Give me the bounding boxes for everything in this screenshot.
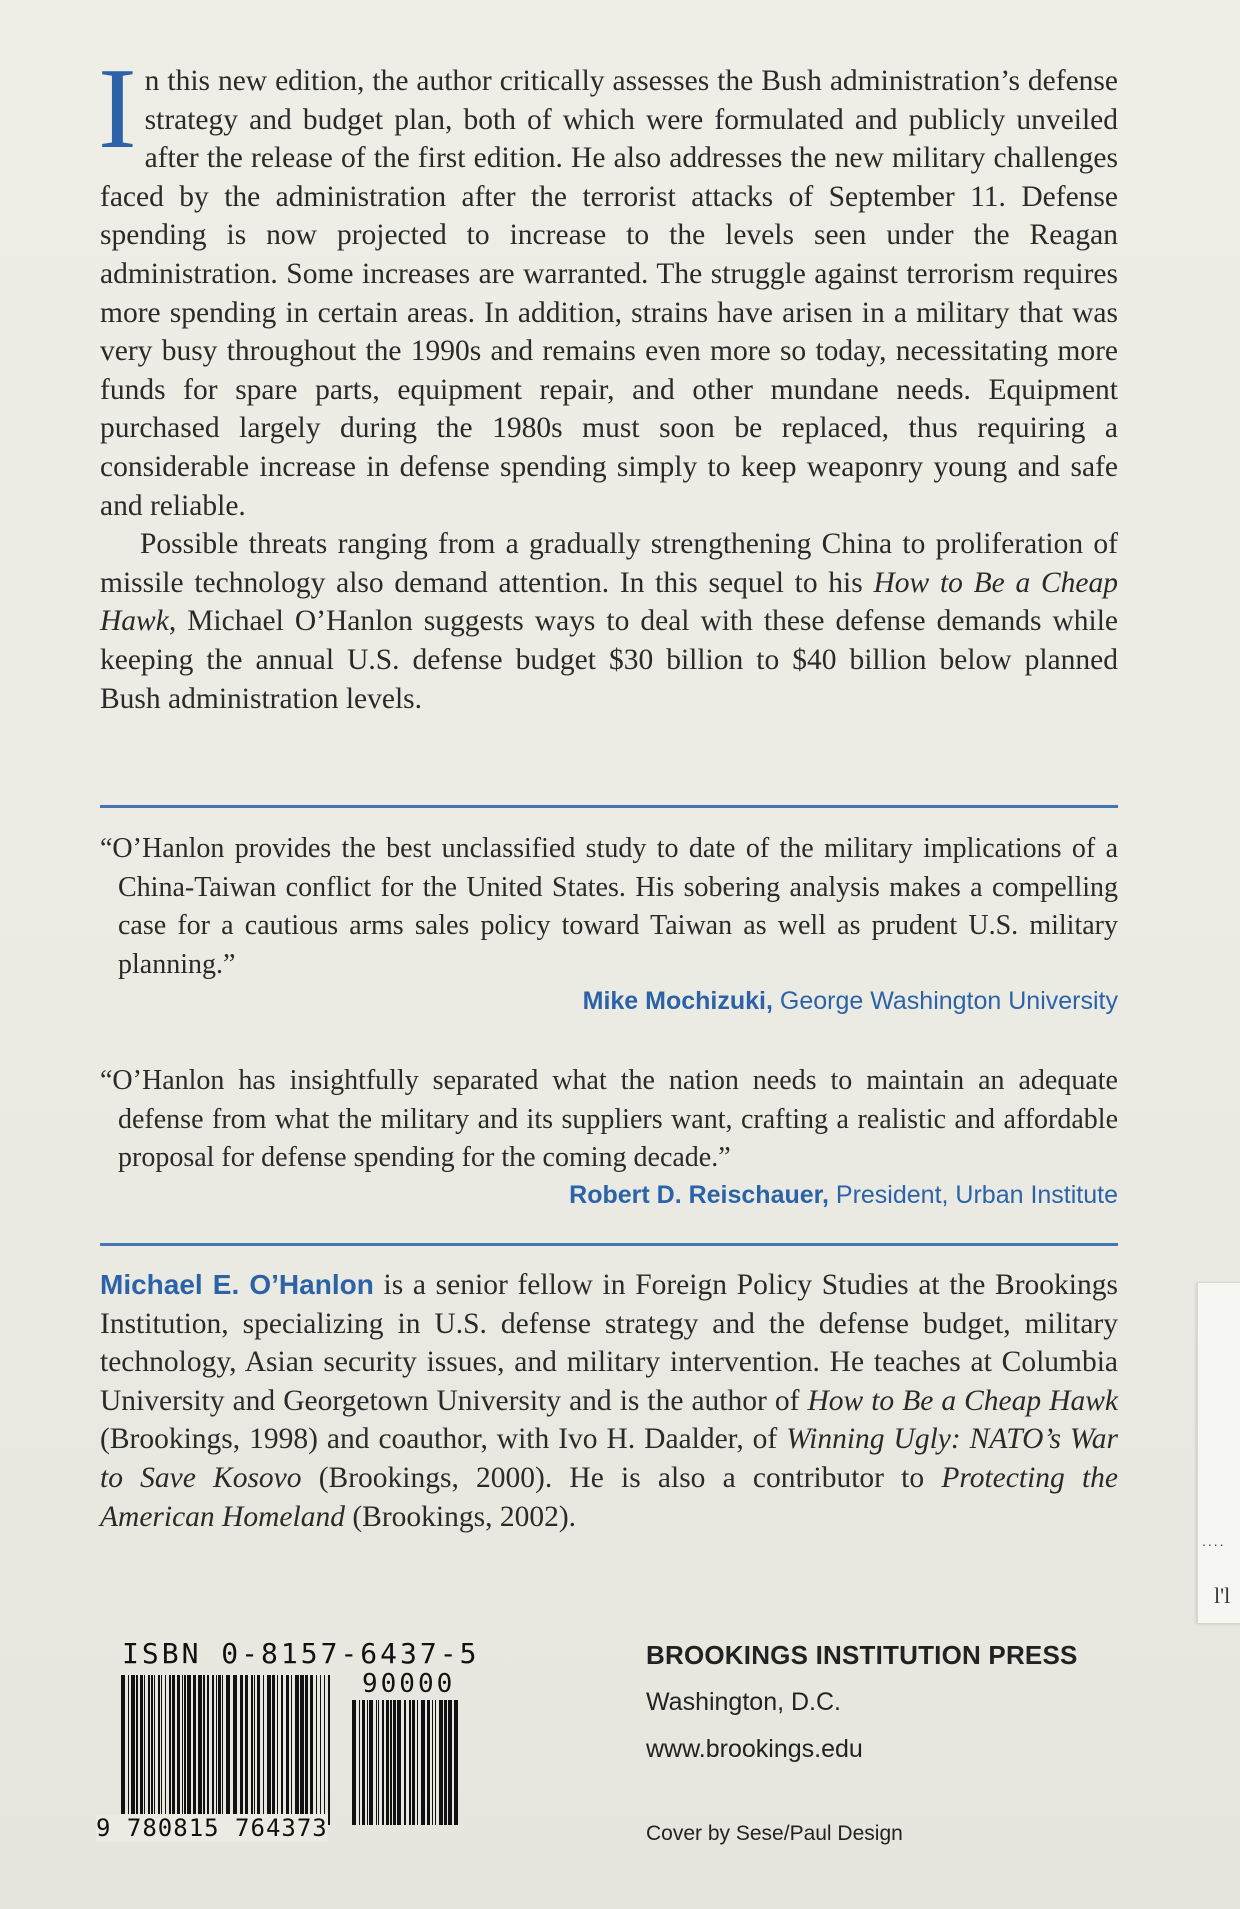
quote-text: “O’Hanlon provides the best unclassified study to date of the military implications of a China-Taiwan conflict for the United States. His sobering analysis makes a compelling case for a cautious arms sales policy toward Taiwan as well as prudent U.S. military planning.” xyxy=(100,833,1118,980)
blurb-paragraph-2 xyxy=(100,525,1118,718)
publisher-city: Washington, D.C. xyxy=(646,1688,841,1716)
divider-rule-top xyxy=(100,805,1118,808)
sticker-dots: .... xyxy=(1202,1533,1226,1549)
bio-book-2: Winning Ugly: NATO’s War to Save Kosovo xyxy=(100,1423,1118,1494)
bio-text-4: (Brookings, 2002). xyxy=(344,1500,577,1533)
price-addon-code: 90000 xyxy=(362,1669,456,1699)
bio-text-3: (Brookings, 2000). He is also a contributor to xyxy=(301,1461,942,1494)
bio-book-1: How to Be a Cheap Hawk xyxy=(807,1384,1118,1417)
blurb-paragraph-2-text-b: , Michael O’Hanlon suggests ways to deal with these defense demands while keeping the annual U.S. defense budget $30 billion to $40 billion below planned Bush administration levels. xyxy=(100,605,1118,715)
endorser-name: Robert D. Reischauer, xyxy=(569,1180,829,1209)
isbn-label: ISBN 0-8157-6437-5 xyxy=(122,1637,480,1670)
bio-text-2: (Brookings, 1998) and coauthor, with Ivo H. Daalder, of xyxy=(100,1423,787,1456)
blurb xyxy=(98,45,1118,718)
endorser-name: Mike Mochizuki, xyxy=(582,987,773,1016)
endorsement-quote xyxy=(100,1062,1118,1212)
endorser-affiliation: George Washington University xyxy=(772,987,1118,1016)
author-name: Michael E. O’Hanlon xyxy=(100,1269,374,1300)
barcode-main-icon xyxy=(121,1675,335,1825)
bio-text-1: is a senior fellow in Foreign Policy Studies at the Brookings Institution, specializing in U.S. defense strategy and the defense budget, military technology, Asian security issues, and military intervention. He teaches at Columbia University and Georgetown University and is the author of xyxy=(100,1269,1118,1417)
cover-credit: Cover by Sese/Paul Design xyxy=(646,1822,903,1845)
publisher-url: www.brookings.edu xyxy=(646,1735,863,1763)
barcode-digits: 9 780815 764373 xyxy=(96,1814,328,1842)
divider-rule-bottom xyxy=(100,1243,1118,1246)
barcode-addon-icon xyxy=(352,1700,462,1825)
blurb-paragraph-1 xyxy=(98,45,1118,525)
blurb-paragraph-2-text-a: Possible threats ranging from a gradually strengthening China to proliferation of missile technology also demand attention. In this sequel to his xyxy=(100,528,1118,599)
drop-cap: I xyxy=(98,45,137,173)
bio-book-3: Protecting the American Homeland xyxy=(100,1461,1118,1533)
quote-attribution xyxy=(100,984,1118,1018)
library-label-sticker xyxy=(1197,1282,1240,1623)
author-bio xyxy=(100,1266,1118,1536)
endorsement-quote xyxy=(100,830,1118,1018)
sticker-mark: l'l xyxy=(1214,1583,1231,1608)
book-title-cheap-hawk: How to Be a Cheap Hawk xyxy=(100,566,1118,638)
quote-attribution xyxy=(100,1178,1118,1212)
blurb-paragraph-1-text: n this new edition, the author critically assesses the Bush administration’s defense strategy and budget plan, both of which were formulated and publicly unveiled after the release of the first edition. He also addresses the new military challenges faced by the administration after the terrorist attacks of September 11. Defense spending is now projected to increase to the levels seen under the Reagan administration. Some increases are warranted. The struggle against terrorism requires more spending in certain areas. In addition, strains have arisen in a military that was very busy throughout the 1990s and remains even more so today, necessitating more funds for spare parts, equipment repair, and other mundane needs. Equipment purchased largely during the 1980s must soon be replaced, thus requiring a considerable increase in defense spending simply to keep weaponry young and safe and reliable. xyxy=(100,65,1118,522)
quote-text: “O’Hanlon has insightfully separated what the nation needs to maintain an adequate defense from what the military and its suppliers want, crafting a realistic and affordable proposal for defense spending for the coming decade.” xyxy=(100,1065,1118,1174)
publisher-name: BROOKINGS INSTITUTION PRESS xyxy=(646,1640,1078,1670)
endorser-affiliation: President, Urban Institute xyxy=(828,1180,1118,1209)
